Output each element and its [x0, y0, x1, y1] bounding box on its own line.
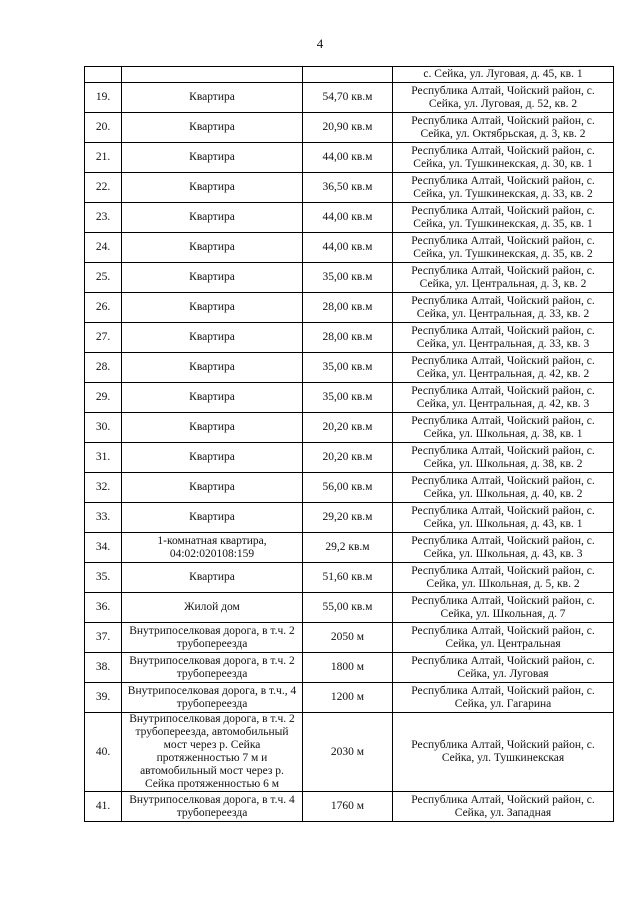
object-name: Внутрипоселковая дорога, в т.ч., 4 трубопереезда — [122, 683, 303, 713]
row-number: 26. — [85, 293, 122, 323]
table-row — [85, 263, 614, 293]
object-name: Квартира — [122, 233, 303, 263]
object-area: 44,00 кв.м — [303, 233, 393, 263]
object-address: Республика Алтай, Чойский район, с. Сейка, ул. Тушкинекская — [393, 713, 614, 792]
object-area: 29,20 кв.м — [303, 503, 393, 533]
object-name: Квартира — [122, 383, 303, 413]
row-number: 40. — [85, 713, 122, 792]
table-row — [85, 173, 614, 203]
object-name: Жилой дом — [122, 593, 303, 623]
object-area: 36,50 кв.м — [303, 173, 393, 203]
row-number: 38. — [85, 653, 122, 683]
object-name: Квартира — [122, 293, 303, 323]
object-address: Республика Алтай, Чойский район, с. Сейка, ул. Луговая — [393, 653, 614, 683]
table-row — [85, 792, 614, 822]
object-address: Республика Алтай, Чойский район, с. Сейка, ул. Тушкинекская, д. 35, кв. 1 — [393, 203, 614, 233]
object-name: Квартира — [122, 143, 303, 173]
object-area: 29,2 кв.м — [303, 533, 393, 563]
object-address: Республика Алтай, Чойский район, с. Сейка, ул. Гагарина — [393, 683, 614, 713]
row-number: 20. — [85, 113, 122, 143]
object-name: Квартира — [122, 413, 303, 443]
object-name: Квартира — [122, 83, 303, 113]
table-row — [85, 83, 614, 113]
object-area: 55,00 кв.м — [303, 593, 393, 623]
object-area: 28,00 кв.м — [303, 323, 393, 353]
property-registry-table — [84, 66, 614, 822]
object-area: 44,00 кв.м — [303, 143, 393, 173]
object-address: Республика Алтай, Чойский район, с. Сейка, ул. Школьная, д. 5, кв. 2 — [393, 563, 614, 593]
object-address: Республика Алтай, Чойский район, с. Сейка, ул. Луговая, д. 52, кв. 2 — [393, 83, 614, 113]
object-name: Внутрипоселковая дорога, в т.ч. 2 трубопереезда — [122, 623, 303, 653]
object-address: с. Сейка, ул. Луговая, д. 45, кв. 1 — [393, 67, 614, 83]
row-number: 36. — [85, 593, 122, 623]
row-number: 27. — [85, 323, 122, 353]
table-row — [85, 383, 614, 413]
table-row — [85, 67, 614, 83]
table-row — [85, 113, 614, 143]
object-name: Внутрипоселковая дорога, в т.ч. 2 трубопереезда — [122, 653, 303, 683]
object-area: 44,00 кв.м — [303, 203, 393, 233]
row-number: 30. — [85, 413, 122, 443]
table-row — [85, 503, 614, 533]
object-address: Республика Алтай, Чойский район, с. Сейка, ул. Центральная, д. 42, кв. 3 — [393, 383, 614, 413]
object-name: Квартира — [122, 473, 303, 503]
table-row — [85, 143, 614, 173]
row-number: 35. — [85, 563, 122, 593]
object-area: 56,00 кв.м — [303, 473, 393, 503]
table-row — [85, 623, 614, 653]
object-address: Республика Алтай, Чойский район, с. Сейка, ул. Школьная, д. 40, кв. 2 — [393, 473, 614, 503]
object-address: Республика Алтай, Чойский район, с. Сейка, ул. Школьная, д. 7 — [393, 593, 614, 623]
object-address: Республика Алтай, Чойский район, с. Сейка, ул. Центральная — [393, 623, 614, 653]
object-address: Республика Алтай, Чойский район, с. Сейка, ул. Тушкинекская, д. 30, кв. 1 — [393, 143, 614, 173]
object-address: Республика Алтай, Чойский район, с. Сейка, ул. Тушкинекская, д. 35, кв. 2 — [393, 233, 614, 263]
object-area: 51,60 кв.м — [303, 563, 393, 593]
object-address: Республика Алтай, Чойский район, с. Сейка, ул. Школьная, д. 38, кв. 2 — [393, 443, 614, 473]
row-number: 33. — [85, 503, 122, 533]
table-row — [85, 413, 614, 443]
object-name: Внутрипоселковая дорога, в т.ч. 2 трубопереезда, автомобильный мост через р. Сейка протяженностью 7 м и автомобильный мост через р. Сейка протяженностью 6 м — [122, 713, 303, 792]
object-area: 20,20 кв.м — [303, 443, 393, 473]
object-name: Квартира — [122, 263, 303, 293]
object-address: Республика Алтай, Чойский район, с. Сейка, ул. Октябрьская, д. 3, кв. 2 — [393, 113, 614, 143]
row-number: 25. — [85, 263, 122, 293]
row-number: 41. — [85, 792, 122, 822]
object-area: 1200 м — [303, 683, 393, 713]
table-row — [85, 593, 614, 623]
object-address: Республика Алтай, Чойский район, с. Сейка, ул. Центральная, д. 3, кв. 2 — [393, 263, 614, 293]
row-number — [85, 67, 122, 83]
object-name: Квартира — [122, 323, 303, 353]
object-name: Квартира — [122, 173, 303, 203]
table-row — [85, 293, 614, 323]
row-number: 34. — [85, 533, 122, 563]
object-area: 20,20 кв.м — [303, 413, 393, 443]
table-row — [85, 443, 614, 473]
object-area: 1800 м — [303, 653, 393, 683]
table-row — [85, 233, 614, 263]
object-address: Республика Алтай, Чойский район, с. Сейка, ул. Школьная, д. 43, кв. 1 — [393, 503, 614, 533]
row-number: 37. — [85, 623, 122, 653]
table-row — [85, 533, 614, 563]
object-area: 54,70 кв.м — [303, 83, 393, 113]
table-row — [85, 683, 614, 713]
object-address: Республика Алтай, Чойский район, с. Сейка, ул. Западная — [393, 792, 614, 822]
object-address: Республика Алтай, Чойский район, с. Сейка, ул. Школьная, д. 38, кв. 1 — [393, 413, 614, 443]
object-area: 1760 м — [303, 792, 393, 822]
row-number: 19. — [85, 83, 122, 113]
object-address: Республика Алтай, Чойский район, с. Сейка, ул. Центральная, д. 33, кв. 2 — [393, 293, 614, 323]
object-area: 28,00 кв.м — [303, 293, 393, 323]
table-row — [85, 353, 614, 383]
row-number: 22. — [85, 173, 122, 203]
object-area: 35,00 кв.м — [303, 383, 393, 413]
table-row — [85, 563, 614, 593]
table-row — [85, 323, 614, 353]
object-name: Квартира — [122, 113, 303, 143]
row-number: 28. — [85, 353, 122, 383]
table-row — [85, 203, 614, 233]
object-address: Республика Алтай, Чойский район, с. Сейка, ул. Центральная, д. 33, кв. 3 — [393, 323, 614, 353]
row-number: 31. — [85, 443, 122, 473]
page-number: 4 — [316, 36, 324, 51]
object-area — [303, 67, 393, 83]
object-address: Республика Алтай, Чойский район, с. Сейка, ул. Центральная, д. 42, кв. 2 — [393, 353, 614, 383]
table-row — [85, 653, 614, 683]
row-number: 21. — [85, 143, 122, 173]
row-number: 24. — [85, 233, 122, 263]
row-number: 32. — [85, 473, 122, 503]
object-area: 2050 м — [303, 623, 393, 653]
table-row — [85, 713, 614, 792]
object-address: Республика Алтай, Чойский район, с. Сейка, ул. Тушкинекская, д. 33, кв. 2 — [393, 173, 614, 203]
object-area: 35,00 кв.м — [303, 353, 393, 383]
object-name: Квартира — [122, 353, 303, 383]
object-area: 2030 м — [303, 713, 393, 792]
object-address: Республика Алтай, Чойский район, с. Сейка, ул. Школьная, д. 43, кв. 3 — [393, 533, 614, 563]
object-name: 1-комнатная квартира, 04:02:020108:159 — [122, 533, 303, 563]
row-number: 29. — [85, 383, 122, 413]
object-name: Квартира — [122, 203, 303, 233]
object-name: Внутрипоселковая дорога, в т.ч. 4 трубопереезда — [122, 792, 303, 822]
object-name — [122, 67, 303, 83]
row-number: 39. — [85, 683, 122, 713]
object-area: 35,00 кв.м — [303, 263, 393, 293]
row-number: 23. — [85, 203, 122, 233]
object-area: 20,90 кв.м — [303, 113, 393, 143]
object-name: Квартира — [122, 443, 303, 473]
object-name: Квартира — [122, 503, 303, 533]
object-name: Квартира — [122, 563, 303, 593]
table-row — [85, 473, 614, 503]
